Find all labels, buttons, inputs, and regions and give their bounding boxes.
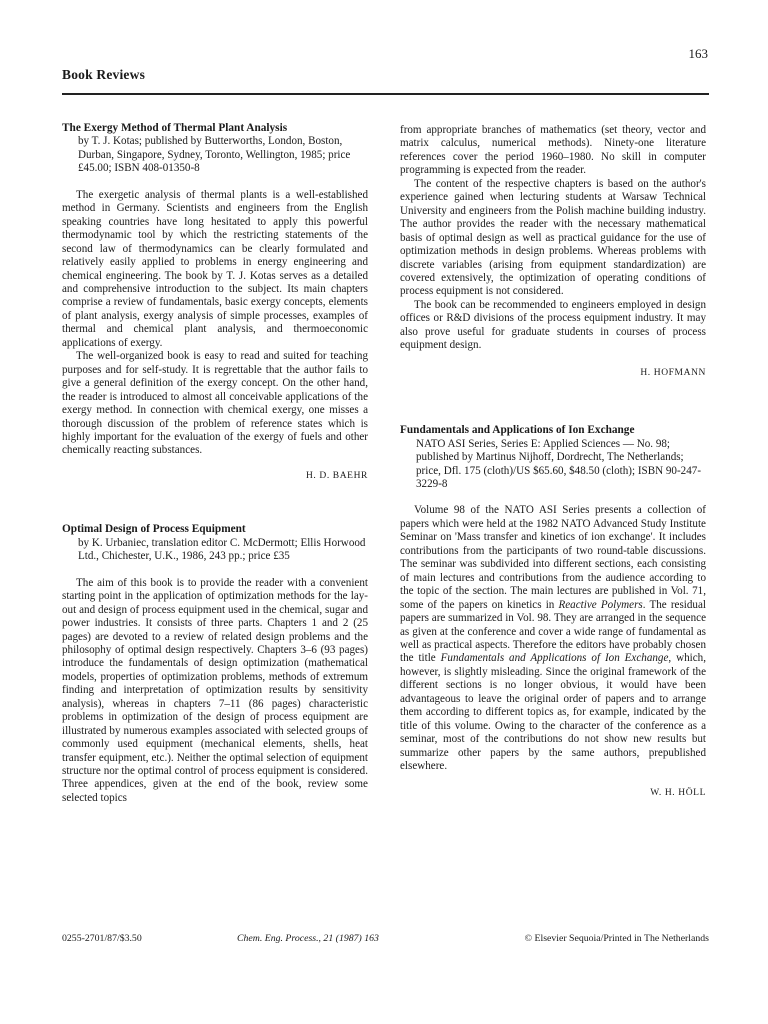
review-meta: by T. J. Kotas; published by Butterworths, London, Boston, Durban, Singapore, Sydney, Toronto, Wellington, 1985; price £45.00; ISBN 408-01350-8	[78, 135, 351, 175]
review-optimal-design-continued	[400, 124, 706, 380]
reviewer-name: H. HOFMANN	[640, 367, 706, 378]
header-rule	[62, 93, 709, 95]
footer-citation: Chem. Eng. Process., 21 (1987) 163	[237, 933, 379, 944]
review-body	[62, 577, 368, 806]
review-optimal-design	[62, 523, 368, 805]
review-paragraph: The well-organized book is easy to read and suited for teaching purposes and for self-study. It is regrettable that the author fails to give a general definition of the exergy concept. On the other hand, the reader is introduced to almost all conceivable applications of the exergy method. In connection with chemical exergy, one misses a thorough discussion of the problem of reference states which is highly important for the evaluation of the exergy of fuels and other chemically reacting substances.	[62, 350, 368, 457]
reviewer-name: H. D. BAEHR	[305, 470, 368, 481]
footer-copyright: © Elsevier Sequoia/Printed in The Netherlands	[524, 933, 709, 944]
review-paragraph: The content of the respective chapters is based on the author's experience gained when lecturing students at Warsaw Technical University and engineers from the Polish machine building industry. The author provides the reader with the necessary mathematical basis of optimal design as well as practical guidance for the use of optimization methods in design problems. Whereas problems with discrete variables (arising from equipment standardization) are covered extensively, the optimization of operating conditions of process equipment is not considered.	[400, 177, 706, 298]
review-exergy-method	[62, 122, 368, 483]
review-paragraph: The aim of this book is to provide the reader with a convenient starting point in the application of optimization methods for the lay-out and design of process equipment used in the chemical, sugar and power industries. It consists of three parts. Chapters 1 and 2 (25 pages) are devoted to a review of related design problems and the philosophy of optimal design respectively. Chapters 3–6 (93 pages) introduce the fundamentals of design optimization (mathematical models, properties of optimization problems, methods of extremum finding and interpretation of optimization results by sensitivity analysis), whereas in chapters 7–11 (86 pages) characteristic problems in optimization of the design of process equipment are illustrated by numerous examples associated with selected groups of commonly used equipment (mechanical elements, shells, heat transfer equipment, etc.). Neither the optimal selection of equipment structure nor the optimal control of process equipment is considered. Three appendices, given at the end of the book, review some selected topics	[62, 576, 368, 804]
review-title: The Exergy Method of Thermal Plant Analysis	[62, 122, 288, 134]
page-number: 163	[688, 46, 708, 61]
review-body	[62, 189, 368, 458]
section-title: Book Reviews	[62, 67, 146, 82]
review-paragraph: Volume 98 of the NATO ASI Series presents a collection of papers which were held at the 1982 NATO Advanced Study Institute Seminar on 'Mass transfer and kinetics of ion exchange'. It includes contributions from the participants of two round-table discussions. The seminar was subdivided into different sections, each consisting of main lectures and contributions from the audience according to the topic of the section. The main lectures are published in Vol. 71, some of the papers on kinetics in Reactive Polymers. The residual papers are summarized in Vol. 98. They are arranged in the sequence as given at the conference and cover a wide range of fundamental as well as practical aspects. Therefore the editors have probably chosen the title Fundamentals and Applications of Ion Exchange, which, however, is slightly misleading. Since the original framework of the different sections is no longer obvious, it would have been advantageous to leave the original order of papers and to arrange them according to different topics as, for example, indicated by the title of this volume. Owing to the character of the conference as a seminar, most of the contributions do not show new results but summarize other papers by the same authors, prepublished elsewhere.	[400, 504, 706, 773]
review-paragraph: from appropriate branches of mathematics (set theory, vector and matrix calculus, numerical methods). Ninety-one literature references cover the period 1960–1980. No skill in computer programming is expected from the reader.	[400, 124, 706, 177]
review-body	[400, 504, 706, 773]
journal-name: Reactive Polymers	[558, 598, 643, 611]
footer-code: 0255-2701/87/$3.50	[62, 933, 142, 944]
book-title-reference: Fundamentals and Applications of Ion Exchange	[440, 652, 669, 665]
review-title: Optimal Design of Process Equipment	[62, 523, 246, 536]
review-meta: by K. Urbaniec, translation editor C. McDermott; Ellis Horwood Ltd., Chichester, U.K., 1986, 243 pp.; price £35	[78, 536, 366, 563]
review-title: Fundamentals and Applications of Ion Exchange	[400, 424, 635, 437]
review-paragraph: The exergetic analysis of thermal plants is a well-established method in Germany. Scientists and engineers from the English speaking countries have long hesitated to apply this powerful thermodynamic tool by which the restricting statements of the second law of thermodynamics can be clearly formulated and relatively easily applied to problems in energy engineering and chemical engineering. The book by T. J. Kotas serves as a detailed and comprehensive introduction to the subject. Its main chapters comprise a review of fundamentals, basic exergy concepts, elements of plant analysis, exergy analysis of simple processes, examples of thermal and chemical plant analysis, and thermoeconomic applications of exergy.	[62, 188, 368, 349]
review-paragraph: The book can be recommended to engineers employed in design offices or R&D divisions of the process equipment industry. It may also prove useful for graduate students in courses of process equipment design.	[400, 298, 706, 352]
right-column	[400, 124, 706, 801]
reviewer-name: W. H. HÖLL	[650, 788, 706, 799]
review-body	[400, 124, 706, 353]
left-column	[62, 122, 368, 805]
review-meta: NATO ASI Series, Series E: Applied Sciences — No. 98; published by Martinus Nijhoff, Dordrecht, The Netherlands; price, Dfl. 175 (cloth)/US $65.60, $48.50 (cloth); ISBN 90-247-3229-8	[416, 437, 702, 490]
review-ion-exchange	[400, 424, 706, 801]
